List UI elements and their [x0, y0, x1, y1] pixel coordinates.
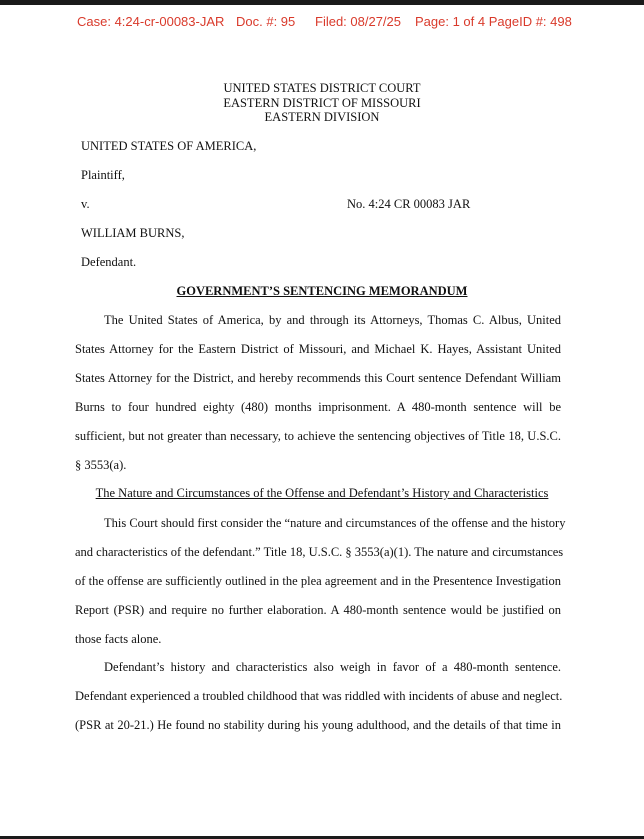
court-line-3: EASTERN DIVISION — [264, 110, 380, 124]
paragraph-line: Report (PSR) and require no further elaboration. A 480-month sentence would be justified on — [75, 603, 561, 617]
header-doc: Doc. #: 95 — [236, 14, 296, 29]
header-filed: Filed: 08/27/25 — [315, 14, 402, 29]
paragraph-nature — [75, 509, 566, 654]
paragraph-intro — [75, 306, 561, 480]
paragraph-line: Defendant experienced a troubled childhood that was riddled with incidents of abuse and neglect. — [75, 689, 563, 703]
paragraph-line: § 3553(a). — [75, 458, 127, 472]
header-case: Case: 4:24-cr-00083-JAR — [77, 14, 225, 29]
header-page: Page: 1 of 4 PageID #: 498 — [415, 14, 572, 29]
paragraph-history — [75, 653, 561, 740]
paragraph-line: Defendant’s history and characteristics also weigh in favor of a 480-month sentence. — [104, 660, 561, 674]
plaintiff-name: UNITED STATES OF AMERICA, — [81, 139, 257, 153]
document-title: GOVERNMENT’S SENTENCING MEMORANDUM — [176, 284, 468, 298]
plaintiff-role: Plaintiff, — [81, 168, 125, 182]
section-heading: The Nature and Circumstances of the Offense and Defendant’s History and Characteristics — [95, 486, 549, 500]
court-line-2: EASTERN DISTRICT OF MISSOURI — [223, 95, 421, 110]
versus: v. — [81, 197, 90, 211]
paragraph-line: of the offense are sufficiently outlined in the plea agreement and in the Presentence Investigation — [75, 574, 561, 588]
paragraph-line: those facts alone. — [75, 632, 162, 646]
defendant-role: Defendant. — [81, 255, 137, 269]
paragraph-line: The United States of America, by and through its Attorneys, Thomas C. Albus, United — [104, 313, 561, 327]
paragraph-line: States Attorney for the District, and hereby recommends this Court sentence Defendant William — [75, 371, 561, 385]
paragraph-line: (PSR at 20-21.) He found no stability during his young adulthood, and the details of that time in — [75, 718, 561, 732]
court-heading — [0, 81, 644, 125]
paragraph-line: States Attorney for the Eastern District of Missouri, and Michael K. Hayes, Assistant United — [75, 342, 561, 356]
paragraph-line: sufficient, but not greater than necessary, to achieve the sentencing objectives of Title 18, U.S.C. — [75, 429, 561, 443]
case-number: No. 4:24 CR 00083 JAR — [347, 197, 471, 211]
court-line-1: UNITED STATES DISTRICT COURT — [223, 81, 421, 95]
paragraph-line: Burns to four hundred eighty (480) months imprisonment. A 480-month sentence will be — [75, 400, 561, 414]
top-border — [0, 0, 644, 5]
paragraph-line: and characteristics of the defendant.” Title 18, U.S.C. § 3553(a)(1). The nature and circumstances — [75, 545, 564, 559]
paragraph-line: This Court should first consider the “nature and circumstances of the offense and the history — [104, 516, 566, 530]
defendant-name: WILLIAM BURNS, — [81, 226, 185, 240]
